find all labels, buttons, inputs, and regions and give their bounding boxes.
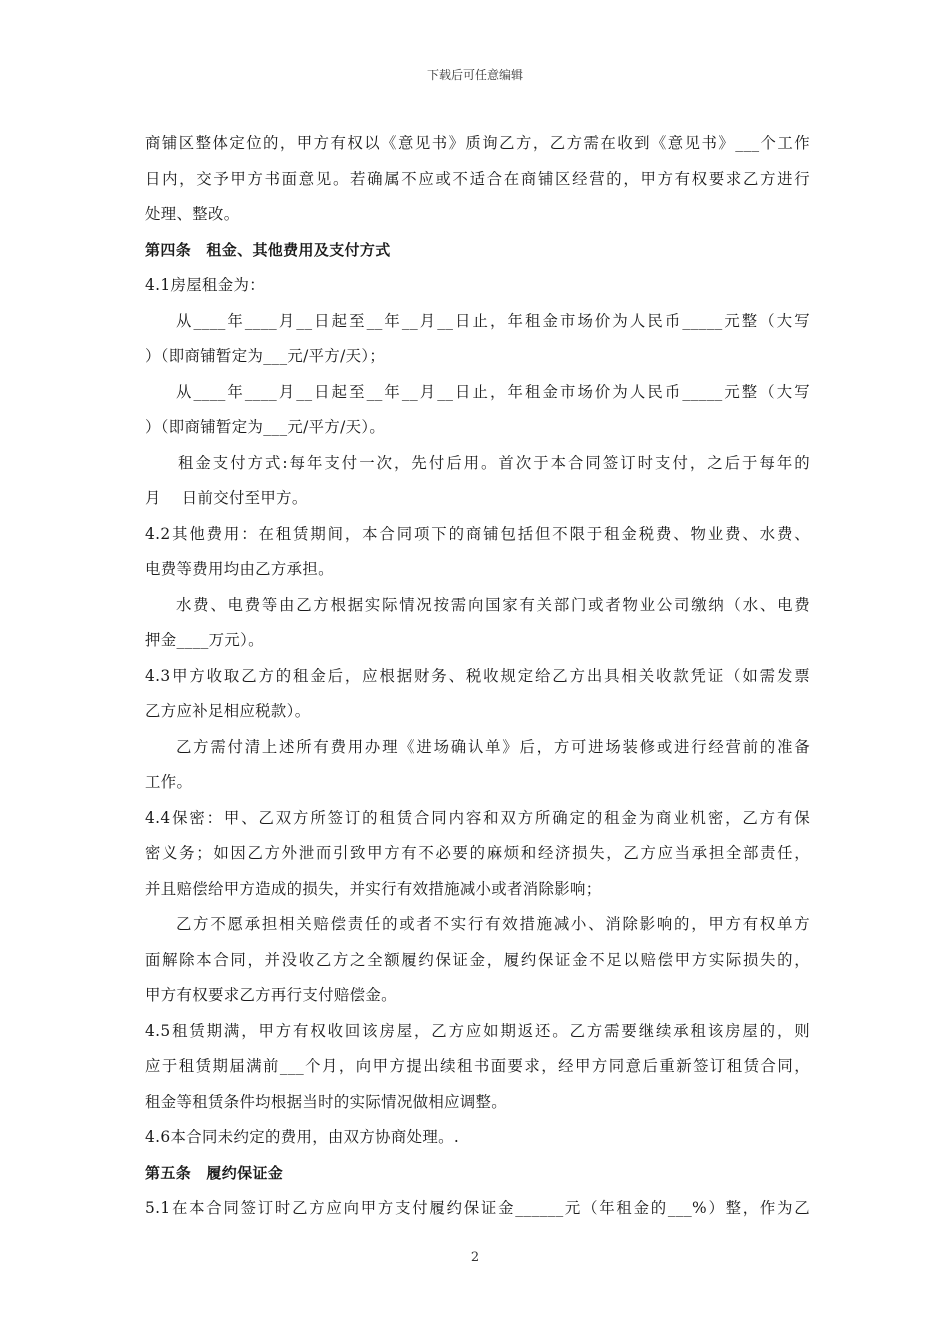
text-line: 日内，交予甲方书面意见。若确属不应或不适合在商铺区经营的，甲方有权要求乙方进行: [145, 169, 810, 188]
text-line: 4.3甲方收取乙方的租金后，应根据财务、税收规定给乙方出具相关收款凭证（如需发票: [145, 666, 810, 685]
text-line: 乙方不愿承担相关赔偿责任的或者不实行有效措施减小、消除影响的，甲方有权单方: [176, 915, 810, 933]
text-line: 电费等费用均由乙方承担。: [145, 560, 334, 578]
page-header-note: 下载后可任意编辑: [426, 68, 523, 82]
text-line: 4.1房屋租金为：: [145, 276, 265, 294]
text-line: 处理、整改。: [145, 205, 240, 223]
text-line: 乙方需付清上述所有费用办理《进场确认单》后，方可进场装修或进行经营前的准备: [176, 737, 810, 756]
text-line: 4.2其他费用：在租赁期间，本合同项下的商铺包括但不限于租金税费、物业费、水费、: [145, 524, 810, 543]
document-body: [145, 126, 810, 1227]
text-line: 4.5租赁期满，甲方有权收回该房屋，乙方应如期返还。乙方需要继续承租该房屋的，则: [145, 1021, 810, 1040]
text-line: 密义务；如因乙方外泄而引致甲方有不必要的麻烦和经济损失，乙方应当承担全部责任，: [145, 844, 810, 862]
text-line: 租金支付方式:每年支付一次，先付后用。首次于本合同签订时支付，之后于每年的: [178, 453, 810, 472]
text-line: 押金____万元）。: [145, 631, 264, 649]
section-heading: 第五条 履约保证金: [145, 1163, 284, 1182]
text-line: 甲方有权要求乙方再行支付赔偿金。: [145, 986, 397, 1004]
text-line: 4.4保密：甲、乙双方所签订的租赁合同内容和双方所确定的租金为商业机密，乙方有保: [145, 808, 810, 827]
text-line: 月 日前交付至甲方。: [145, 489, 308, 507]
text-line: 水费、电费等由乙方根据实际情况按需向国家有关部门或者物业公司缴纳（水、电费: [176, 595, 810, 614]
text-line: 4.6本合同未约定的费用，由双方协商处理。.: [145, 1128, 460, 1146]
text-line: 从____年____月__日起至__年__月__日止，年租金市场价为人民币_____元整（大写: [176, 382, 810, 401]
text-line: ）（即商铺暂定为___元/平方/天）。: [145, 418, 386, 436]
text-line: 乙方应补足相应税款）。: [145, 702, 311, 720]
text-line: 工作。: [145, 773, 193, 791]
text-line: 商铺区整体定位的，甲方有权以《意见书》质询乙方，乙方需在收到《意见书》___个工作: [145, 134, 810, 152]
page-number: 2: [470, 1250, 480, 1265]
text-line: 5.1在本合同签订时乙方应向甲方支付履约保证金______元（年租金的___%）整，作为乙: [145, 1199, 810, 1217]
text-line: 租金等租赁条件均根据当时的实际情况做相应调整。: [145, 1092, 508, 1111]
section-heading: 第四条 租金、其他费用及支付方式: [145, 240, 391, 259]
text-line: 应于租赁期届满前___个月，向甲方提出续租书面要求，经甲方同意后重新签订租赁合同，: [145, 1057, 810, 1075]
text-line: 从____年____月__日起至__年__月__日止，年租金市场价为人民币_____元整（大写: [176, 311, 810, 330]
text-line: ）（即商铺暂定为___元/平方/天）；: [145, 347, 386, 365]
text-line: 并且赔偿给甲方造成的损失，并实行有效措施减小或者消除影响；: [145, 879, 602, 898]
text-line: 面解除本合同，并没收乙方之全额履约保证金，履约保证金不足以赔偿甲方实际损失的，: [145, 950, 810, 969]
